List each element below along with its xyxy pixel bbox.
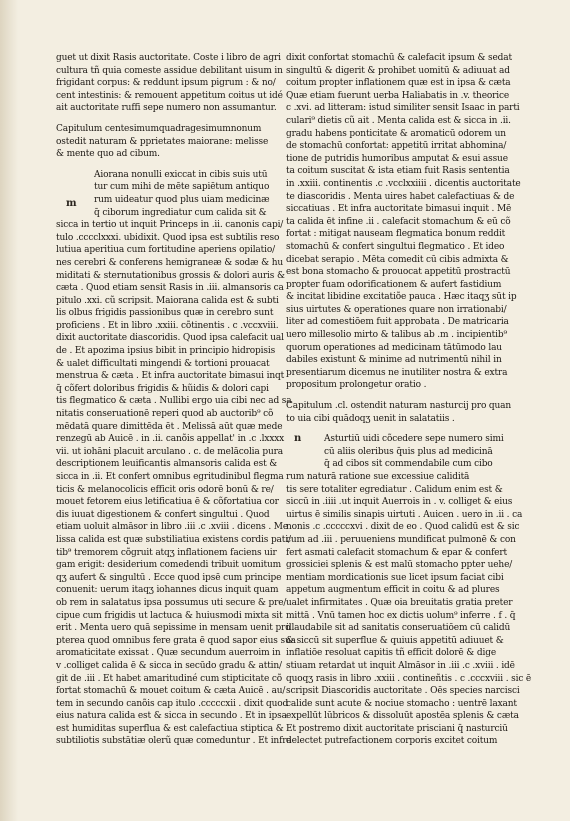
text-line: nitatis conseruationē reperi quod ab auctorib⁹ cõ (56, 409, 274, 420)
text-line: dis iuuat digestionem & confert singultui . Quod (56, 509, 270, 520)
text-line: scripsit Diascoridis auctoritate . Oēs species narcisci (286, 686, 520, 697)
text-line: q̄ ciborum ingrediatur cum calida sit & (94, 207, 267, 218)
text-line: ticis & melanocolicis efficit oris odorē bonū & re/ (56, 484, 274, 495)
text-line: ualet infirmitates . Quæ oia breuitatis gratia preter (286, 597, 513, 608)
text-line: menstrua & cæta . Et infra auctoritate bimasui inqt (56, 371, 285, 382)
text-line: gradu habens ponticitate & aromaticū odorem un (286, 128, 506, 139)
text-line: siccū in .iiii .ut inquit Auerrois in . v. colliget & eius (286, 497, 513, 508)
text-line: culari⁹ dietis cũ ait . Menta calida est & sicca in .ii. (286, 115, 511, 126)
text-line: fortat : mitigat nauseam flegmatica bonum reddit (286, 229, 506, 240)
text-line: sicca in tertio ut inquit Princeps in .ii. canonis capi/ (56, 220, 284, 231)
text-line: rum naturā ratione sue excessiue caliditā (286, 472, 470, 482)
text-line: stomachū & confert singultui flegmatico . Et ideo (286, 241, 505, 252)
text-line: lissa calida est quæ substiliatiua existens cordis pati/ (56, 534, 291, 545)
text-line: propositum prolongetur oratio . (286, 380, 427, 391)
chapter-149-body (56, 169, 296, 748)
text-line: lutiua aperitiua cum fortitudine aperiens opilatio/ (56, 245, 275, 256)
text-line: est bona stomacho & prouocat appetitū prostractū (286, 267, 511, 278)
chapter-149-heading (56, 123, 274, 161)
text-line: cæta . Quod etiam sensit Rasis in .iii. almansoris ca (56, 283, 284, 294)
text-line: qʒ aufert & singultū . Ecce quod ipsē cum principe (56, 572, 282, 583)
text-line: dixit auctoritate diascoridis. Quod ipsa calefacit ual (56, 333, 284, 344)
text-line: tulo .cccclxxxi. ubidixit. Quod ipsa est subtilis reso (56, 232, 280, 243)
text-line: illaudabile sit ad sanitatis conseruatiōem cū calidū (286, 623, 511, 634)
chapter-150-body (286, 433, 532, 748)
text-line: dicebat serapio . Mēta comedit cū cibis admixta & (286, 254, 509, 265)
text-line: stiuam retardat ut inquit Almāsor in .iii .c .xviii . idē (286, 660, 515, 671)
text-line: miditati & sternutationibus grossis & dolori auris & (56, 270, 285, 281)
page-gutter-shadow (0, 0, 18, 821)
text-line: renzegū ab Auicē . in .ii. canõis appellat' in .c .lxxxx (56, 434, 285, 445)
text-line: ait auctoritate ruffi sepe numero non assumantur. (56, 103, 277, 114)
text-line: delectet putrefactionem corporis excitet coitum (286, 736, 498, 747)
text-line: Et postremo dixit auctoritate prisciani q̄ nasturciū (286, 723, 508, 734)
right-paragraph-1 (286, 52, 521, 392)
text-line: cū aliis oleribus q̄uis plus ad medicinā (324, 446, 493, 457)
text-line: ta coitum suscitat & ista etiam fuit Rasis sententia (286, 166, 510, 177)
text-line: Capitulum .cl. ostendit naturam nasturcij pro quan (286, 401, 512, 412)
text-line: nes cerebri & conferens hemigraneæ & sodæ & hu (56, 257, 284, 268)
text-line: uirtus ē similis sinapis uirtuti . Auicen . uero in .ii . ca (286, 509, 523, 520)
text-line: in .xxiii. continentis .c .vcclxxiiii . dicentis auctoritate (286, 178, 521, 189)
text-line: erit . Menta uero quā sepissime in mensam uenit pro (56, 623, 291, 634)
text-line: descriptionem leuificantis almansoris calida est & (56, 459, 278, 470)
text-line: aromaticitate exissat . Quæ secundum auerroim in (56, 648, 281, 659)
text-line: v .colliget calida ē & sicca in secūdo gradu & attin/ (56, 660, 282, 671)
text-line: pterea quod omnibus fere grata ē quod sapor eius sua (56, 635, 296, 646)
left-column (56, 52, 296, 756)
text-line: rum uideatur quod plus uiam medicinæ (94, 194, 270, 205)
text-line: grossiciei splenis & est malū stomacho ppter uehe/ (286, 560, 513, 571)
text-line: subtiliotis substātiæ olerũ quæ comeduntur . Et infra (56, 736, 292, 747)
text-line: & ualet difficultati mingendi & tortioni prouacat (56, 358, 270, 369)
text-line: tis sere totaliter egrediatur . Calidum enim est & (286, 484, 503, 495)
text-line: cent intestinis: & remouent appetitum coitus ut idé (56, 90, 283, 101)
text-line: Quæ etiam fuerunt uerba Haliabatis in .v. theorice (286, 90, 510, 101)
text-line: Aiorana nonulli exiccat in cibis suis utū (94, 169, 268, 180)
text-line: nonis .c .cccccxvi . dixit de eo . Quod calidū est & sic (286, 522, 520, 533)
text-line: mouet fetorem eius letificatiua ē & cõfortatiua cor (56, 497, 279, 508)
text-line: siccatiuas . Et infra auctoritate bimasui inquit . Mē (286, 204, 512, 215)
text-line: cipue cum frigidis ut lactuca & huiusmodi mixta sit (56, 610, 283, 621)
initial-letter-n: n (294, 433, 302, 444)
text-line: calide sunt acute & nociue stomacho : uentrē laxant (286, 698, 517, 709)
text-line: & mente quo ad cibum. (56, 149, 160, 160)
text-line: inflatiōe resoluat capitis tñ efficit dolorē & dige (286, 648, 497, 659)
text-line: Capitulum centesimumquadragesimumnonum (56, 123, 262, 134)
chapter-150-heading (286, 400, 512, 425)
text-line: git de .iii . Et habet amaritudiné cum stipticitate cõ (56, 673, 283, 684)
text-line: pitulo .xxi. cũ scripsit. Maiorana calida est & subti (56, 295, 279, 306)
text-line: liter ad comestiōem fuit approbata . De matricaria (286, 317, 509, 328)
text-line: q̄ cõfert doloribus frigidis & hũidis & dolori capi (56, 383, 269, 394)
text-line: q̄ ad cibos sit commendabile cum cibo (324, 459, 493, 470)
text-line: proficiens . Et in libro .xxiii. cõtinentis . c .vccxviii. (56, 320, 279, 331)
text-line: & siccū sit superflue & quiuis appetitū adiuuet & (286, 635, 504, 646)
text-line: tione de putridis humoribus amputat & esui assue (286, 153, 508, 164)
text-line: gam erigit: desiderium comedendi tribuit uomitum (56, 560, 282, 571)
right-column (286, 52, 532, 756)
text-line: presentiarum dicemus ne inutiliter nostra & extra (286, 367, 508, 378)
text-line: cultura tñ quia comeste assidue debilitant uisum in (56, 65, 283, 76)
text-line: vii. ut iohāni placuit arculano . c. de melācolia pura (56, 446, 283, 457)
text-line: propter fuam odorificationem & aufert fastidium (286, 279, 502, 290)
text-line: etiam uoluit almāsor in libro .iii .c .xviii . dicens . Me (56, 522, 289, 533)
text-line: frigidant corpus: & reddunt ipsum pigrum : & no/ (56, 78, 276, 89)
text-line: sicca in .ii. Et confert omnibus egritudinibul flegma (56, 472, 284, 482)
text-line: de stomachū confortat: appetitū irritat abhomina/ (286, 141, 507, 152)
text-line: fortat stomachū & mouet coitum & cæta Auicē . au/ (56, 686, 286, 697)
text-line: cum ad .iii . peruueniens mundificat pulmonē & con (286, 534, 516, 545)
text-line: te diascoridis . Menta uires habet calefactiuas & de (286, 191, 515, 202)
text-line: tur cum mihi de mēte sapiētum antiquo (94, 182, 270, 193)
text-line: tis flegmatico & cæta . Nullibi ergo uia cibi nec ad sa (56, 396, 292, 407)
text-line: coitum propter inflationem quæ est in ipsa & cæta (286, 78, 511, 89)
text-line: quoqʒ rasis in libro .xxiii . contineñtis . c .cccxviii . sic ē (286, 673, 532, 684)
text-line: mentiam mordicationis sue licet ipsum faciat cibi (286, 572, 504, 583)
text-line: ob rem in salatatus ipsa possumus uti secure & pre/ (56, 597, 287, 608)
text-line: lis olbus frigidis passionibus quæ in cerebro sunt (56, 308, 274, 319)
text-line: ostedit naturam & pprietates maiorane: melisse (56, 136, 269, 147)
text-line: dabiles existunt & minime ad nutrimentū nihil in (286, 355, 502, 366)
text-line: quorum operationes ad medicinam tātūmodo lau (286, 342, 502, 353)
text-line: c .xvi. ad litteram: istud similiter sensit Isaac in parti (286, 103, 520, 114)
text-line: fert asmati calefacit stomachum & epar & confert (286, 547, 507, 558)
text-line: singultū & digerit & prohibet uomitū & adiuuat ad (286, 65, 510, 76)
text-line: est humiditas superflua & est calefactiua stiptica & (56, 723, 284, 734)
initial-letter-m: m (66, 198, 77, 209)
text-line: mittā . Vnū tamen hoc ex dictis uolum⁹ inferre . f . q̄ (286, 610, 516, 621)
text-line: & incitat libidine excitatiõe pauca . Hæc itaqʒ sūt ip (286, 292, 517, 303)
text-line: de . Et apozima ipsius bibit in principio hidropisis (56, 346, 276, 357)
text-line: expellūt lūbricos & dissoluūt apostēa splenis & cæta (286, 711, 519, 722)
text-line: eius natura calida est & sicca in secundo . Et in ipsa (56, 711, 287, 722)
text-line: mēdatā quare dimittēda ēt . Melissā aūt quæ mede (56, 421, 283, 432)
text-line: conuenit: uerum itaqʒ iohannes dicus inquit quam (56, 585, 279, 596)
text-line: dixit confortat stomachū & calefacit ipsum & sedat (286, 53, 512, 63)
text-line: appetum augmentum efficit in coitu & ad plures (286, 585, 500, 596)
text-line: sius uirtutes & operationes quare non irrationabi/ (286, 304, 507, 315)
left-paragraph-1 (56, 52, 283, 115)
text-line: guet ut dixit Rasis auctoritate. Coste i libro de agri (56, 53, 281, 63)
text-line: tem in secundo canõis cap itulo .cccccxii . dixit quod (56, 698, 289, 709)
text-line: tib⁹ tremorem cõgruit atqʒ inflationem faciens uir (56, 547, 277, 558)
text-line: ta calida ēt infine .ii . calefacit stomachum & eū cõ (286, 216, 511, 227)
text-line: uero millesolio mirto & talibus ab .m . incipientib⁹ (286, 330, 507, 341)
text-line: to uia cibi quādoqʒ uenit in salatatiis . (286, 413, 455, 424)
text-line: Asturtiū uidi cõcedere sepe numero simi (324, 434, 504, 445)
